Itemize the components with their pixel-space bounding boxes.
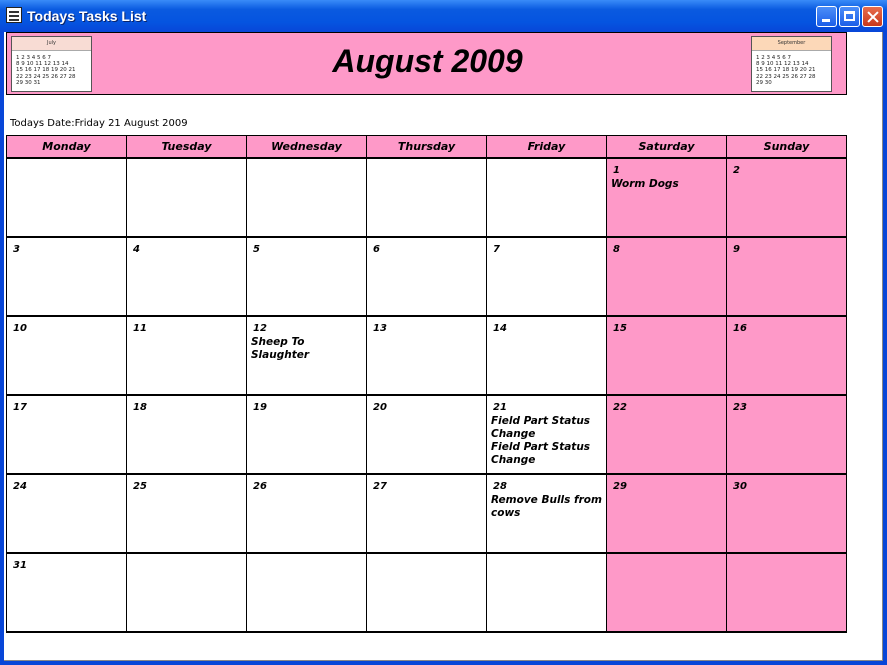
weekday-header-saturday: Saturday xyxy=(607,136,727,159)
calendar-app-icon[interactable] xyxy=(6,7,22,23)
mini-calendar-week: 22 23 24 25 26 27 28 xyxy=(756,73,816,80)
calendar-day-cell[interactable] xyxy=(247,158,367,237)
todays-date-label: Todays Date:Friday 21 August 2009 xyxy=(10,118,188,129)
day-number: 22 xyxy=(613,402,627,413)
calendar-day-cell[interactable] xyxy=(367,474,487,553)
weekday-header-wednesday: Wednesday xyxy=(247,136,367,159)
day-number: 3 xyxy=(13,244,20,255)
calendar-week-row xyxy=(7,316,847,395)
calendar-day-cell[interactable] xyxy=(7,395,127,474)
day-number: 19 xyxy=(253,402,267,413)
day-number: 5 xyxy=(253,244,260,255)
calendar-week-row xyxy=(7,395,847,474)
calendar-day-cell[interactable] xyxy=(247,474,367,553)
calendar-day-cell[interactable] xyxy=(367,316,487,395)
calendar-day-cell[interactable] xyxy=(487,395,607,474)
day-number: 28 xyxy=(493,481,507,492)
mini-calendar-month-name: July xyxy=(12,37,91,51)
calendar-day-cell[interactable] xyxy=(127,474,247,553)
day-number: 7 xyxy=(493,244,500,255)
calendar-day-cell[interactable] xyxy=(367,553,487,632)
calendar-day-cell[interactable] xyxy=(727,395,847,474)
mini-calendar-month-name: September xyxy=(752,37,831,51)
title-bar[interactable] xyxy=(0,0,887,32)
day-number: 16 xyxy=(733,323,747,334)
day-number: 13 xyxy=(373,323,387,334)
calendar-day-cell[interactable] xyxy=(607,553,727,632)
calendar-day-cell[interactable] xyxy=(607,316,727,395)
day-number: 1 xyxy=(613,165,620,176)
day-number: 18 xyxy=(133,402,147,413)
mini-calendar-week: 29 30 31 xyxy=(16,79,41,86)
mini-calendar-week: 1 2 3 4 5 6 7 xyxy=(756,55,791,61)
day-number: 30 xyxy=(733,481,747,492)
day-number: 6 xyxy=(373,244,380,255)
calendar-day-cell[interactable] xyxy=(487,237,607,316)
day-number: 26 xyxy=(253,481,267,492)
weekday-header-thursday: Thursday xyxy=(367,136,487,159)
calendar-day-cell[interactable] xyxy=(727,474,847,553)
calendar-day-cell[interactable] xyxy=(7,553,127,632)
calendar-day-cell[interactable] xyxy=(727,237,847,316)
mini-calendar-week: 8 9 10 11 12 13 14 xyxy=(16,61,69,68)
calendar-day-cell[interactable] xyxy=(247,553,367,632)
calendar-day-cell[interactable] xyxy=(127,316,247,395)
day-number: 15 xyxy=(613,323,627,334)
task-entry[interactable]: Worm Dogs xyxy=(611,178,679,190)
calendar-day-cell[interactable] xyxy=(7,237,127,316)
day-number: 27 xyxy=(373,481,387,492)
minimize-button[interactable] xyxy=(816,6,837,27)
weekday-header-monday: Monday xyxy=(7,136,127,159)
calendar-week-row xyxy=(7,553,847,632)
calendar-day-cell[interactable] xyxy=(7,158,127,237)
day-number: 29 xyxy=(613,481,627,492)
calendar-day-cell[interactable] xyxy=(247,395,367,474)
calendar-day-cell[interactable] xyxy=(727,158,847,237)
day-number: 17 xyxy=(13,402,27,413)
task-entry[interactable]: Field Part Status Change xyxy=(491,441,591,466)
calendar-day-cell[interactable] xyxy=(487,474,607,553)
calendar-week-row xyxy=(7,158,847,237)
day-number: 12 xyxy=(253,323,267,334)
calendar-day-cell[interactable] xyxy=(607,474,727,553)
day-number: 2 xyxy=(733,165,740,176)
weekday-header-tuesday: Tuesday xyxy=(127,136,247,159)
day-number: 4 xyxy=(133,244,140,255)
client-area xyxy=(4,32,883,661)
month-calendar-grid xyxy=(6,135,847,633)
calendar-day-cell[interactable] xyxy=(607,237,727,316)
weekday-header-friday: Friday xyxy=(487,136,607,159)
calendar-day-cell[interactable] xyxy=(487,316,607,395)
day-number: 23 xyxy=(733,402,747,413)
mini-calendar-week: 29 30 xyxy=(756,79,772,86)
mini-calendar-week: 15 16 17 18 19 20 21 xyxy=(16,67,76,74)
weekday-header-sunday: Sunday xyxy=(727,136,847,159)
month-title: August 2009 xyxy=(332,43,523,79)
task-entry[interactable]: Sheep To Slaughter xyxy=(251,336,310,361)
day-number: 14 xyxy=(493,323,507,334)
day-number: 20 xyxy=(373,402,387,413)
calendar-day-cell[interactable] xyxy=(367,237,487,316)
mini-calendar-week: 15 16 17 18 19 20 21 xyxy=(756,67,816,74)
calendar-day-cell[interactable] xyxy=(127,395,247,474)
calendar-day-cell[interactable] xyxy=(607,395,727,474)
day-number: 25 xyxy=(133,481,147,492)
weekday-header-row xyxy=(7,136,847,159)
day-number: 10 xyxy=(13,323,27,334)
calendar-week-row xyxy=(7,237,847,316)
day-number: 21 xyxy=(493,402,507,413)
close-button[interactable] xyxy=(862,6,883,27)
mini-calendar-next-month[interactable] xyxy=(751,36,832,92)
calendar-day-cell[interactable] xyxy=(487,553,607,632)
task-entry[interactable]: Remove Bulls from cows xyxy=(491,494,602,519)
calendar-day-cell[interactable] xyxy=(727,553,847,632)
window-title: Todays Tasks List xyxy=(27,8,147,24)
calendar-day-cell[interactable] xyxy=(487,158,607,237)
calendar-day-cell[interactable] xyxy=(7,316,127,395)
calendar-day-cell[interactable] xyxy=(247,316,367,395)
calendar-day-cell[interactable] xyxy=(367,158,487,237)
calendar-day-cell[interactable] xyxy=(727,316,847,395)
calendar-day-cell[interactable] xyxy=(367,395,487,474)
day-number: 8 xyxy=(613,244,620,255)
mini-calendar-week: 22 23 24 25 26 27 28 xyxy=(16,73,76,80)
calendar-day-cell[interactable] xyxy=(127,158,247,237)
mini-calendar-week: 8 9 10 11 12 13 14 xyxy=(756,61,809,68)
calendar-day-cell[interactable] xyxy=(607,158,727,237)
day-number: 31 xyxy=(13,560,27,571)
day-number: 11 xyxy=(133,323,147,334)
calendar-week-row xyxy=(7,474,847,553)
task-entry[interactable]: Field Part Status Change xyxy=(491,415,591,440)
calendar-day-cell[interactable] xyxy=(127,237,247,316)
calendar-day-cell[interactable] xyxy=(127,553,247,632)
calendar-day-cell[interactable] xyxy=(247,237,367,316)
mini-calendar-week: 1 2 3 4 5 6 7 xyxy=(16,55,51,61)
month-header xyxy=(6,32,847,95)
maximize-button[interactable] xyxy=(839,6,860,27)
day-number: 9 xyxy=(733,244,740,255)
calendar-day-cell[interactable] xyxy=(7,474,127,553)
day-number: 24 xyxy=(13,481,27,492)
